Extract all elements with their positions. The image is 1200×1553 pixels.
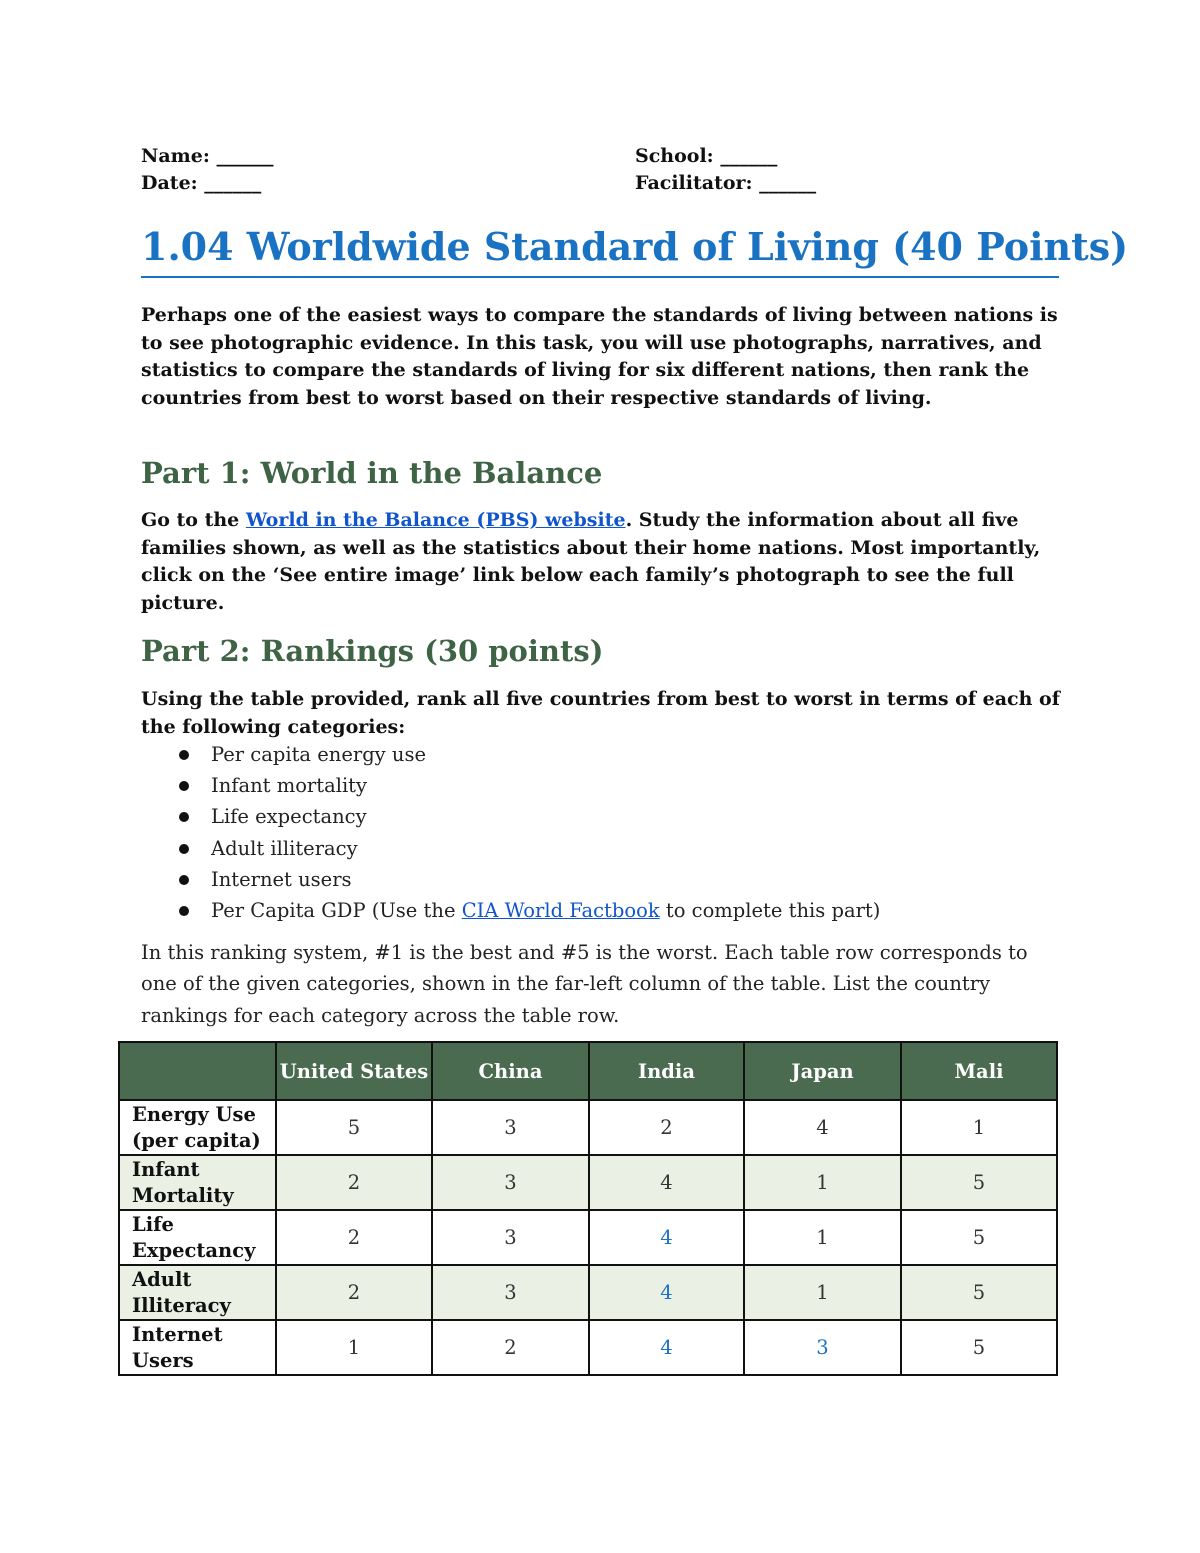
rank-cell[interactable]: 1 (744, 1155, 901, 1210)
rank-cell[interactable]: 5 (901, 1320, 1057, 1375)
header-fields (141, 143, 841, 197)
category-cell: Life Expectancy (119, 1210, 276, 1265)
rank-cell[interactable]: 4 (589, 1155, 744, 1210)
category-cell: Adult Illiteracy (119, 1265, 276, 1320)
cia-factbook-link[interactable]: CIA World Factbook (461, 899, 660, 923)
part1-heading: Part 1: World in the Balance (141, 456, 603, 490)
rank-cell[interactable]: 4 (589, 1265, 744, 1320)
ranking-explanation: In this ranking system, #1 is the best and #5 is the worst. Each table row corresponds to one of the given categories, shown in the far-left column of the table. List the country rankings for each category across the table row. (141, 941, 1028, 1027)
list-item: Life expectancy (141, 801, 1041, 832)
header-cell-empty (119, 1042, 276, 1100)
rank-cell[interactable]: 5 (901, 1265, 1057, 1320)
rank-cell[interactable]: 5 (276, 1100, 432, 1155)
rank-cell[interactable]: 2 (276, 1155, 432, 1210)
category-list (141, 739, 1041, 926)
date-field (141, 170, 635, 197)
list-item: Per capita energy use (141, 739, 1041, 770)
table-row (119, 1265, 1057, 1320)
rank-cell[interactable]: 2 (432, 1320, 589, 1375)
bullet-icon (179, 844, 189, 854)
category-cell: Energy Use (per capita) (119, 1100, 276, 1155)
rank-cell[interactable]: 1 (744, 1210, 901, 1265)
part1-paragraph (141, 507, 1061, 617)
school-field (635, 143, 777, 170)
list-item: Per Capita GDP (Use the CIA World Factbook to complete this part) (141, 895, 1041, 926)
part1-text-before: Go to the (141, 509, 246, 531)
rank-cell[interactable]: 1 (901, 1100, 1057, 1155)
list-item: Infant mortality (141, 770, 1041, 801)
rankings-table (118, 1041, 1058, 1376)
rank-cell[interactable]: 4 (589, 1320, 744, 1375)
table-row (119, 1320, 1057, 1375)
name-field (141, 143, 635, 170)
part1-text-after: . Study the information about all five families shown, as well as the statistics about their home nations. Most importantly, click on the ‘See entire image’ link below each family’s photograph to see the full picture. (141, 509, 1041, 614)
rank-cell[interactable]: 3 (432, 1265, 589, 1320)
bullet-icon (179, 906, 189, 916)
pbs-website-link[interactable]: World in the Balance (PBS) website (245, 509, 626, 531)
page-title: 1.04 Worldwide Standard of Living (40 Points) (141, 222, 1059, 278)
rank-cell[interactable]: 4 (589, 1210, 744, 1265)
bullet-icon (179, 750, 189, 760)
table-row (119, 1100, 1057, 1155)
bullet-icon (179, 781, 189, 791)
header-cell-united-states: United States (276, 1042, 432, 1100)
facilitator-label: Facilitator: (635, 172, 753, 194)
bullet-icon (179, 812, 189, 822)
rank-cell[interactable]: 5 (901, 1155, 1057, 1210)
name-label: Name: (141, 145, 210, 167)
rank-cell[interactable]: 2 (589, 1100, 744, 1155)
bullet-icon (179, 875, 189, 885)
part2-heading: Part 2: Rankings (30 points) (141, 634, 604, 668)
rank-cell[interactable]: 3 (744, 1320, 901, 1375)
rank-cell[interactable]: 2 (276, 1210, 432, 1265)
facilitator-blank[interactable]: ______ (759, 172, 817, 194)
school-blank[interactable]: ______ (720, 145, 778, 167)
category-cell: Infant Mortality (119, 1155, 276, 1210)
name-blank[interactable]: ______ (216, 145, 274, 167)
intro-paragraph: Perhaps one of the easiest ways to compare the standards of living between nations is to see photographic evidence. In this task, you will use photographs, narratives, and statistics to compare the standards of living for six different nations, then rank the countries from best to worst based on their respective standards of living. (141, 304, 1058, 409)
rank-cell[interactable]: 1 (744, 1265, 901, 1320)
table-header-row (119, 1042, 1057, 1100)
part2-instructions: Using the table provided, rank all five countries from best to worst in terms of each of the following categories: (141, 688, 1060, 738)
school-label: School: (635, 145, 714, 167)
list-item: Adult illiteracy (141, 833, 1041, 864)
rank-cell[interactable]: 3 (432, 1210, 589, 1265)
rank-cell[interactable]: 3 (432, 1100, 589, 1155)
category-cell: Internet Users (119, 1320, 276, 1375)
rank-cell[interactable]: 4 (744, 1100, 901, 1155)
rank-cell[interactable]: 2 (276, 1265, 432, 1320)
table-row (119, 1210, 1057, 1265)
rank-cell[interactable]: 1 (276, 1320, 432, 1375)
header-cell-china: China (432, 1042, 589, 1100)
header-cell-india: India (589, 1042, 744, 1100)
list-item: Internet users (141, 864, 1041, 895)
facilitator-field (635, 170, 816, 197)
header-cell-japan: Japan (744, 1042, 901, 1100)
header-cell-mali: Mali (901, 1042, 1057, 1100)
table-row (119, 1155, 1057, 1210)
date-blank[interactable]: ______ (204, 172, 262, 194)
date-label: Date: (141, 172, 198, 194)
rank-cell[interactable]: 3 (432, 1155, 589, 1210)
rank-cell[interactable]: 5 (901, 1210, 1057, 1265)
